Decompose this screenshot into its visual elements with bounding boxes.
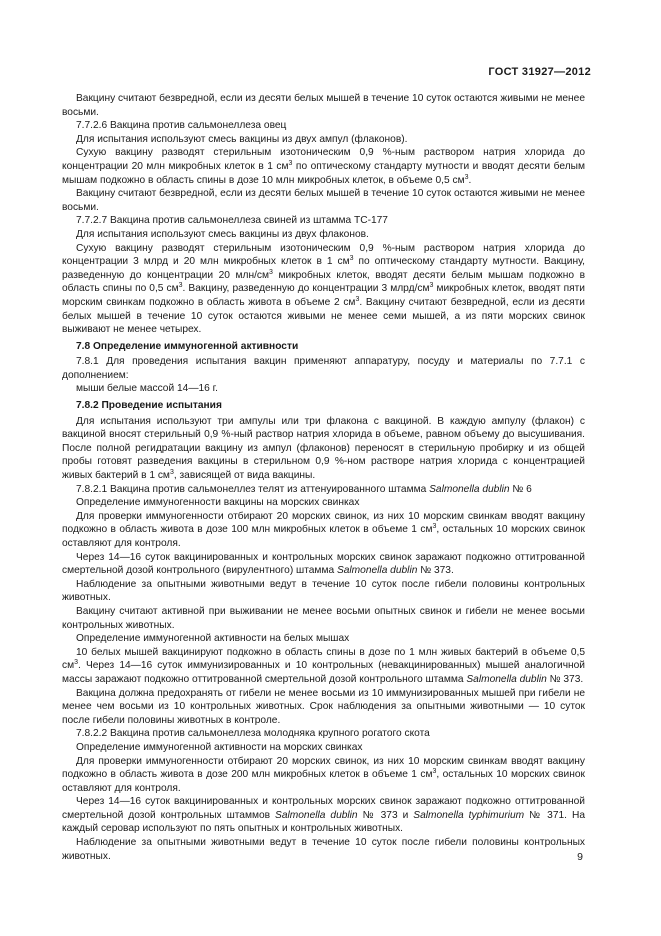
paragraph: Вакцину считают безвредной, если из десяти белых мышей в течение 10 суток остаются живыми не менее восьми. [62, 188, 585, 213]
paragraph: Наблюдение за опытными животными ведут в течение 10 суток после гибели половины контрольных животных. [62, 837, 585, 862]
paragraph: Для испытания используют смесь вакцины из двух ампул (флаконов). [76, 133, 408, 145]
paragraph: 7.7.2.6 Вакцина против сальмонеллеза овец [76, 120, 287, 132]
paragraph: Для проверки иммуногенности отбирают 20 морских свинок, из них 10 морским свинкам вводят вакцину подкожно в область живота в дозе 100 млн микробных клеток в объеме 1 $см^3$, остальных 10 морских свинок оставляют для контроля. [62, 510, 585, 549]
paragraph: Для испытания используют смесь вакцины из двух флаконов. [76, 228, 369, 240]
paragraph: Через 14—16 суток вакцинированных и контрольных морских свинок заражают подкожно оттитрованной смертельной дозой контрольных штаммов Salmonella dublin № 373 и Salmonella typhimurium № 371. На каждый серовар используют по пять опытных и контрольных животных. [62, 796, 585, 835]
paragraph: Определение иммуногенной активности на морских свинках [76, 741, 363, 753]
paragraph: 10 белых мышей вакцинируют подкожно в область спины в дозе по 1 млн живых бактерий в объеме 0,5 $см^3$. Через 14—16 суток иммунизированных и 10 контрольных (невакцинированных) мышей аналогичной массы заражают подкожно оттитрованной смертельной дозой контрольного штамма Salmonella dublin № 373. [62, 646, 585, 685]
paragraph: 7.7.2.7 Вакцина против сальмонеллеза свиней из штамма ТС-177 [76, 215, 388, 227]
paragraph: Для проверки иммуногенности отбирают 20 морских свинок, из них 10 морским свинкам вводят вакцину подкожно в область живота в дозе 200 млн микробных клеток в объеме 1 $см^3$, остальных 10 морских свинок оставляют для контроля. [62, 755, 585, 794]
paragraph: Определение иммуногенной активности на белых мышах [76, 633, 350, 645]
section-heading: 7.8 Определение иммуногенной активности [76, 340, 299, 352]
paragraph: Сухую вакцину разводят стерильным изотоническим 0,9 %-ным раствором натрия хлорида до концентрации 20 млн микробных клеток в 1 $см^3$ по оптическому стандарту мутности и вводят десяти белым мышам подкожно в область спины в дозе 10 млн микробных клеток, в объеме 0,5 $см^3$. [62, 147, 585, 186]
paragraph: Вакцина должна предохранять от гибели не менее восьми из 10 иммунизированных мышей при гибели не менее чем восьми из 10 контрольных животных. Срок наблюдения за опытными животными — 10 суток после гибели половины животных в контроле. [62, 687, 585, 726]
paragraph: 7.8.2.2 Вакцина против сальмонеллеза молодняка крупного рогатого скота [76, 728, 430, 740]
paragraph: мыши белые массой 14—16 г. [76, 383, 218, 395]
document-header: ГОСТ 31927—2012 [488, 66, 591, 78]
paragraph: Определение иммуногенности вакцины на морских свинках [76, 497, 360, 509]
document-body [62, 92, 585, 863]
section-heading: 7.8.2 Проведение испытания [76, 400, 222, 412]
paragraph: Сухую вакцину разводят стерильным изотоническим 0,9 %-ным раствором натрия хлорида до концентрации 3 млрд и 20 млн микробных клеток в 1 $см^3$ по оптическому стандарту мутности. Вакцину, разведенную до концентрации 20 млн/$см^3$ микробных клеток, вводят десяти белым мышам подкожно в область спины по 0,5 $см^3$. Вакцину, разведенную до концентрации 3 млрд/$см^3$ микробных клеток, вводят пяти морским свинкам подкожно в область живота в объеме 2 $см^3$. Вакцину считают безвредной, если из десяти белых мышей в течение 10 суток остаются живыми не менее семи мышей, а из пяти морских свинок выживают не менее четырех. [62, 242, 585, 336]
page-number: 9 [577, 851, 583, 863]
paragraph: Через 14—16 суток вакцинированных и контрольных морских свинок заражают подкожно оттитрованной смертельной дозой контрольного (вирулентного) штамма Salmonella dublin № 373. [62, 551, 585, 577]
paragraph: 7.8.2.1 Вакцина против сальмонеллез телят из аттенуированного штамма Salmonella dublin № 6 [76, 483, 532, 495]
paragraph: Вакцину считают безвредной, если из десяти белых мышей в течение 10 суток остаются живыми не менее восьми. [62, 93, 585, 118]
paragraph: Наблюдение за опытными животными ведут в течение 10 суток после гибели половины контрольных животных. [62, 578, 585, 604]
paragraph: Для испытания используют три ампулы или три флакона с вакциной. В каждую ампулу (флакон) с вакциной вносят стерильный 0,9 %-ный раствор натрия хлорида в объеме, равном объему до высушивания. После полной регидратации вакцину из ампул (флаконов) переносят в стерильную пробирку и из общей пробы готовят разведения вакцины в стерильном 0,9 %-ном растворе натрия хлорида с концентрацией живых бактерий в 1 $см^3$, зависящей от вида вакцины. [62, 415, 585, 482]
paragraph: Вакцину считают активной при выживании не менее восьми опытных свинок и гибели не менее восьми контрольных животных. [62, 605, 585, 631]
paragraph: 7.8.1 Для проведения испытания вакцин применяют аппаратуру, посуду и материалы по 7.7.1 с дополнением: [62, 356, 585, 381]
